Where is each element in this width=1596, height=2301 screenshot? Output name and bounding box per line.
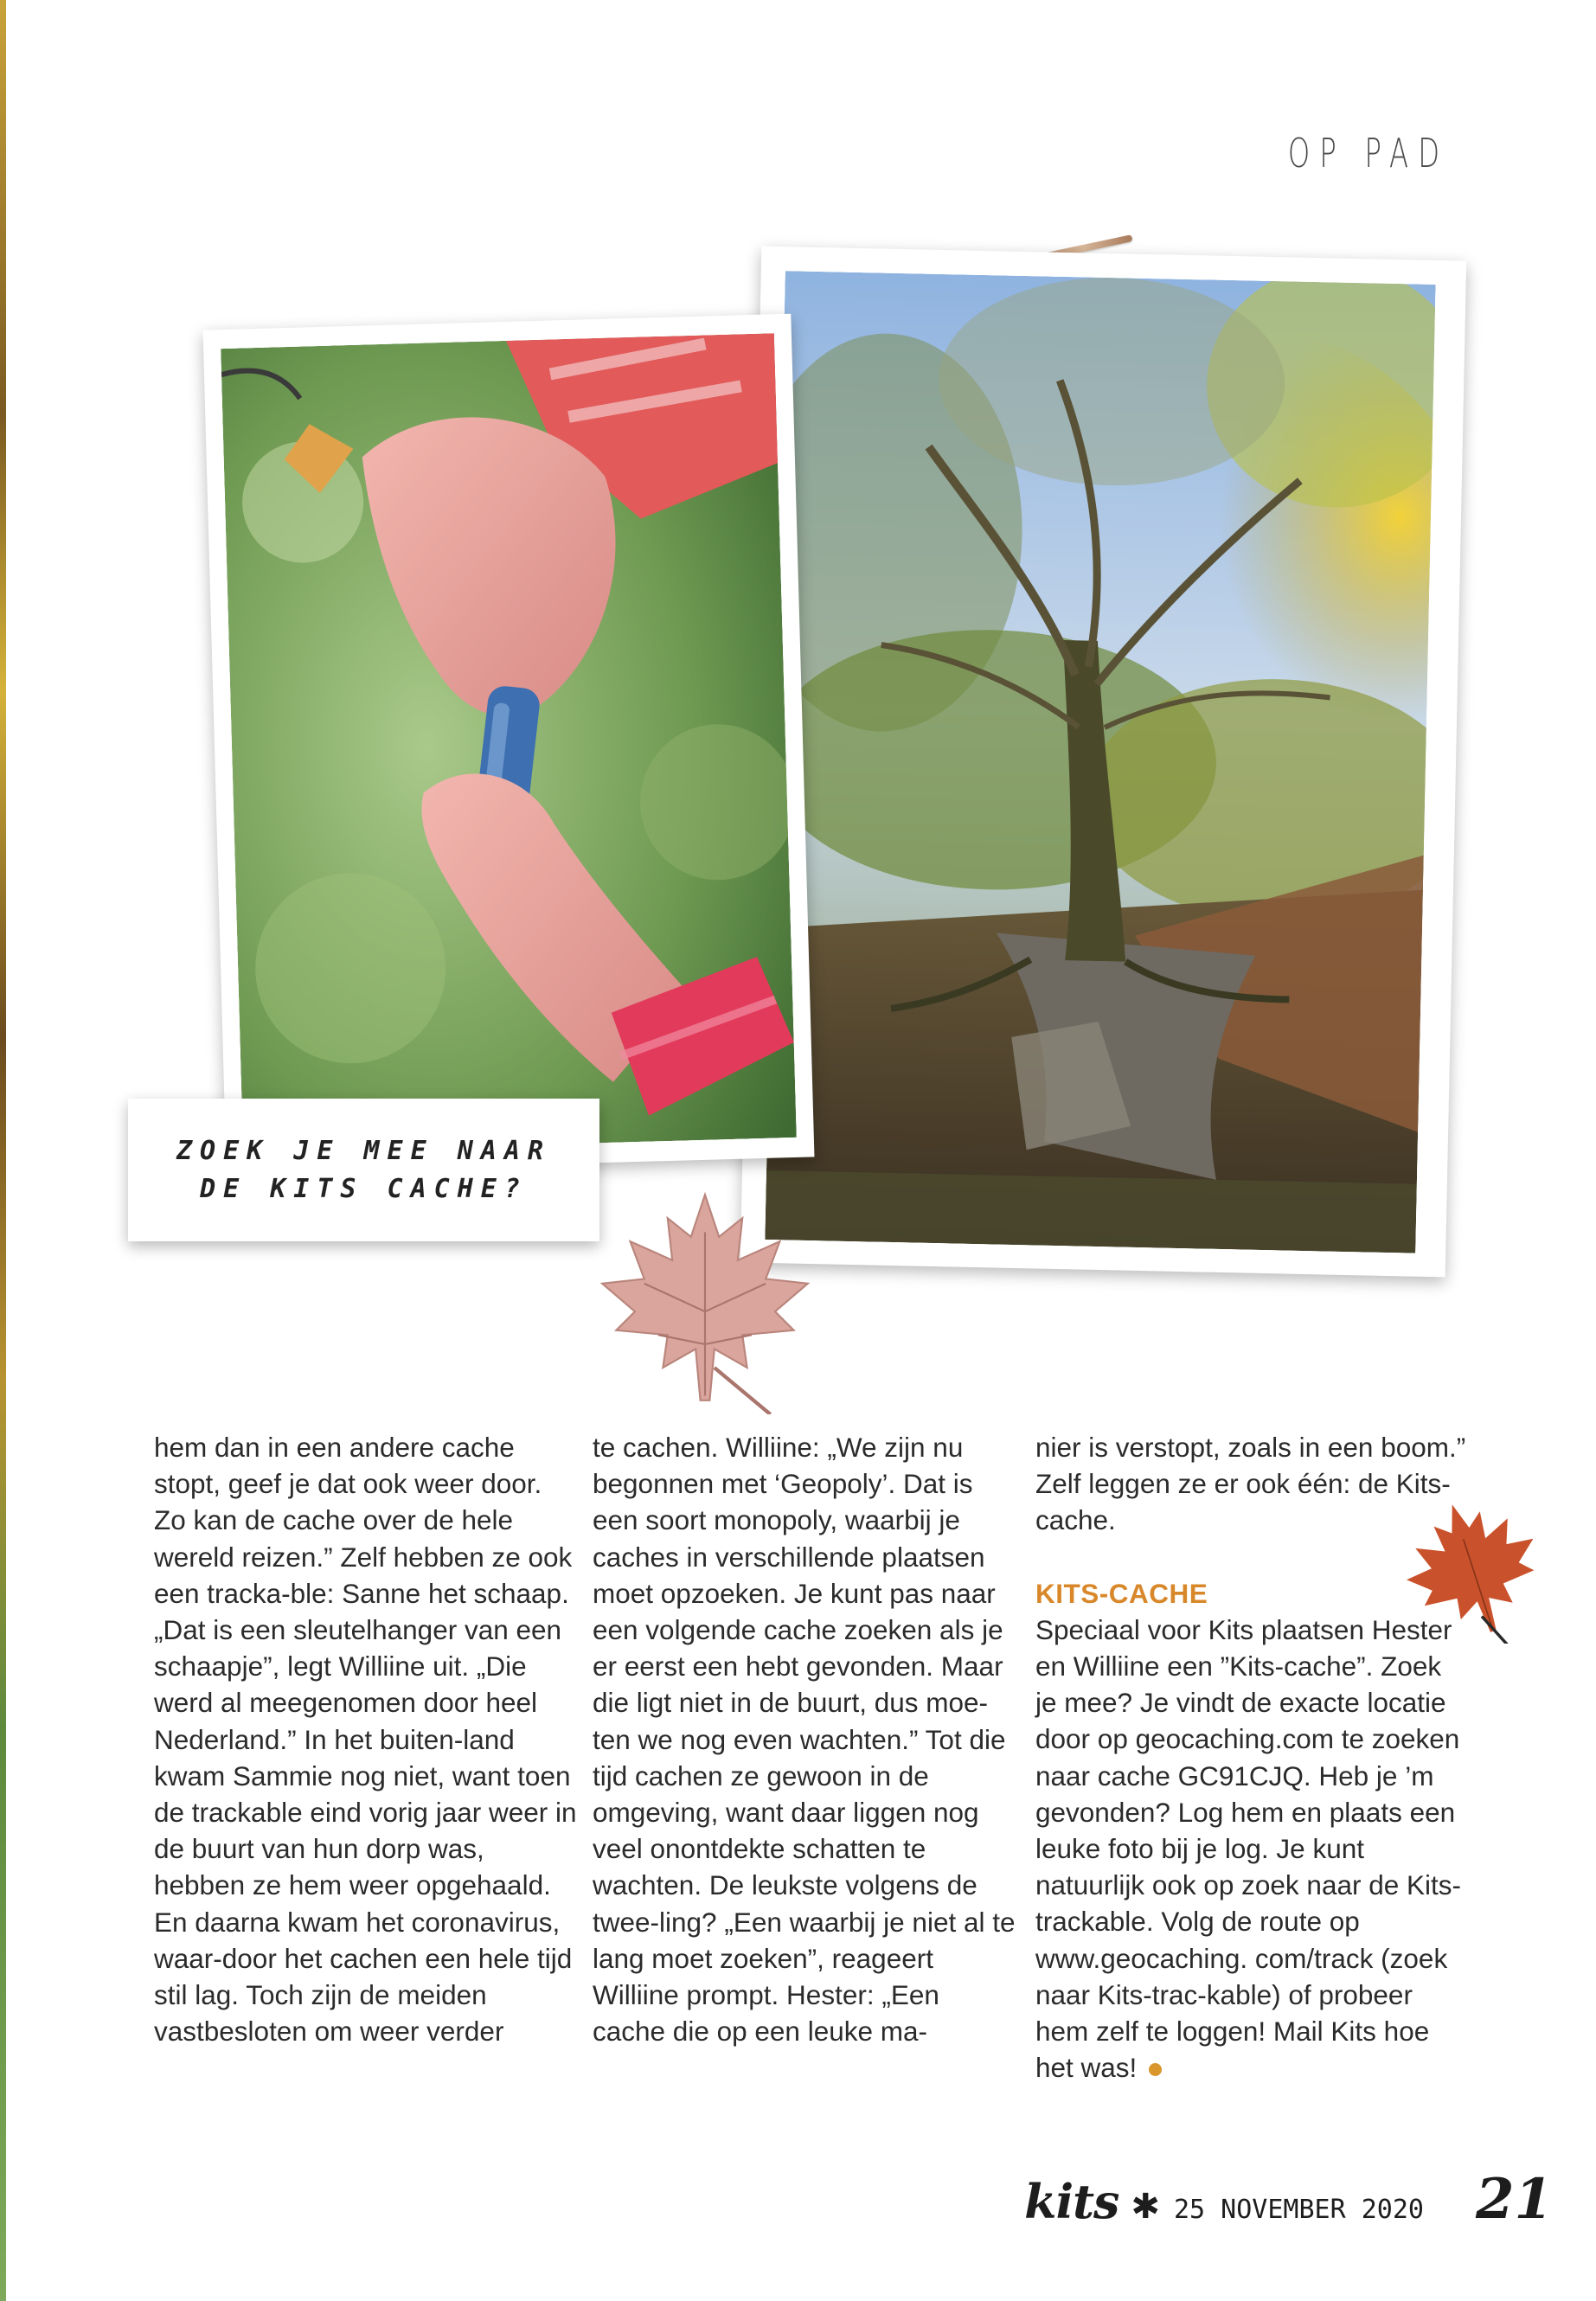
tree-photo <box>765 271 1435 1253</box>
end-mark-icon <box>1149 2063 1162 2076</box>
article-paragraph: nier is verstopt, zoals in een boom.” Zelf leggen ze er ook één: de Kits-cache. <box>1035 1432 1466 1536</box>
tree-photo-frame <box>740 247 1466 1278</box>
article-column-3 <box>1035 1429 1468 2086</box>
left-edge-strip <box>0 0 6 2301</box>
issue-date: 25 NOVEMBER 2020 <box>1173 2195 1424 2225</box>
page-number: 21 <box>1475 2167 1553 2232</box>
article-subheading: KITS-CACHE <box>1035 1577 1208 1609</box>
article-column-2 <box>593 1429 1016 2049</box>
article-paragraph: hem dan in een andere cache stopt, geef je dat ook weer door. Zo kan de cache over de hele wereld reizen.” Zelf hebben ze ook een tracka-ble: Sanne het schaap. „Dat is een sleutelhanger van een schaapje”, legt Williine uit. „Die werd al meegenomen door heel Nederland.” In het buiten-land kwam Sammie nog niet, want toen de trackable eind vorig jaar weer in de buurt van hun dorp was, hebben ze hem weer opgehaald. En daarna kwam het coronavirus, waar-door het cachen een hele tijd stil lag. Toch zijn de meiden vastbesloten om weer verder <box>154 1432 577 2048</box>
separator-star-icon: ✱ <box>1131 2188 1160 2226</box>
hands-photo-frame <box>203 314 815 1174</box>
article-paragraph: te cachen. Williine: „We zijn nu begonnen met ‘Geopoly’. Dat is een soort monopoly, waarbij je caches in verschillende plaatsen moet opzoeken. Je kunt pas naar een volgende cache zoeken als je er eerst een hebt gevonden. Maar die ligt niet in de buurt, dus moe-ten we nog even wachten.” Tot die tijd cachen ze gewoon in de omgeving, want daar liggen nog veel onontdekte schatten te wachten. De leukste volgens de twee-ling? „Een waarbij je niet al te lang moet zoeken”, reageert Williine prompt. Hester: „Een cache die op een leuke ma- <box>593 1432 1016 2048</box>
hands-photo <box>221 333 797 1153</box>
magazine-logo: kits <box>1024 2174 1119 2229</box>
caption-text: ZOEK JE MEE NAAR DE KITS CACHE? <box>176 1135 551 1204</box>
caption-card <box>128 1099 599 1241</box>
section-label: OP PAD <box>1287 130 1449 176</box>
article-column-1 <box>154 1429 578 2049</box>
maple-leaf-icon <box>588 1181 822 1414</box>
page-footer <box>1024 2167 1553 2232</box>
article-paragraph: Speciaal voor Kits plaatsen Hester en Williine een ”Kits-cache”. Zoek je mee? Je vindt de exacte locatie door op geocaching.com te zoeken naar cache GC91CJQ. Heb je ’m gevonden? Log hem en plaats een leuke foto bij je log. Je kunt natuurlijk ook op zoek naar de Kits-trackable. Volg de route op www.geocaching. com/track (zoek naar Kits-trac-kable) of probeer hem zelf te loggen! Mail Kits hoe het was! <box>1035 1613 1462 2084</box>
